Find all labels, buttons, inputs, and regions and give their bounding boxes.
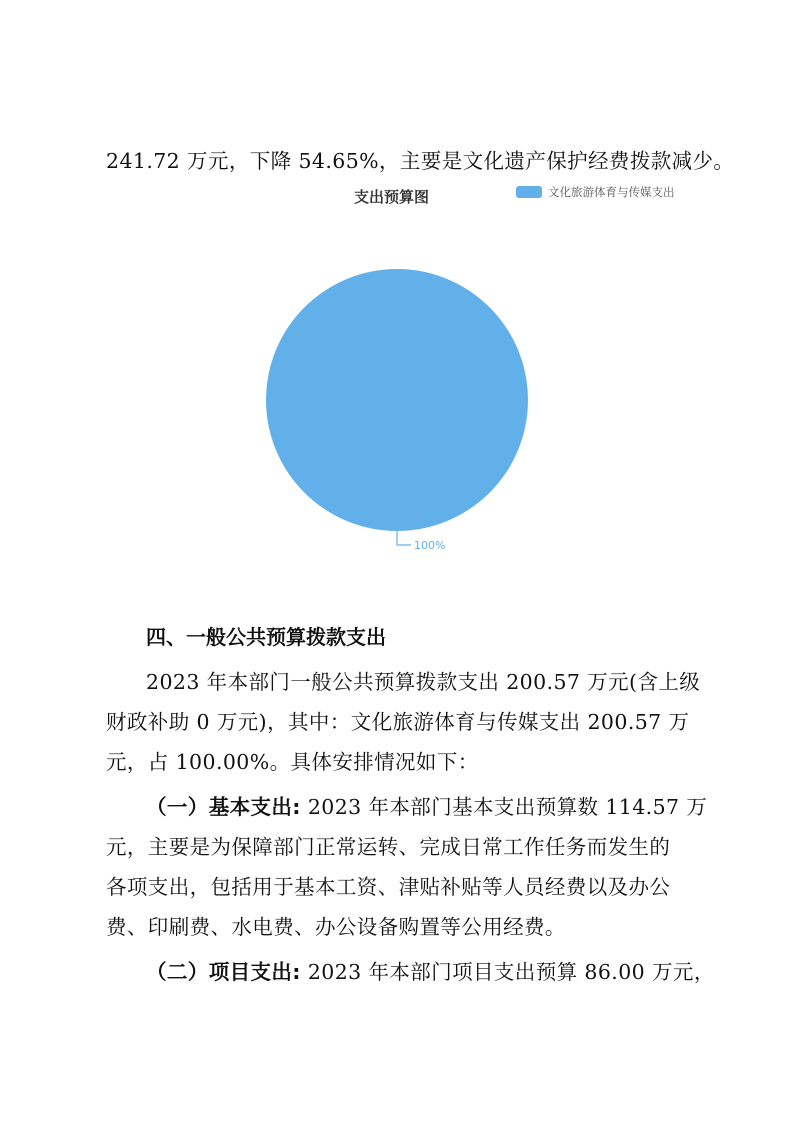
basic-label: （一）基本支出: bbox=[146, 795, 301, 819]
para1-line-1: 2023 年本部门一般公共预算拨款支出 200.57 万元(含上级 bbox=[146, 670, 701, 694]
project-line-1 bbox=[146, 957, 715, 987]
para1-line-3: 元，占 100.00%。具体安排情况如下： bbox=[106, 750, 479, 774]
section-heading: 四、一般公共预算拨款支出 bbox=[146, 625, 386, 649]
chart-title: 支出预算图 bbox=[354, 188, 430, 206]
intro-line: 241.72 万元，下降 54.65%，主要是文化遗产保护经费拨款减少。 bbox=[106, 149, 735, 173]
legend-label: 文化旅游体育与传媒支出 bbox=[548, 185, 675, 199]
basic-line-4: 费、印刷费、水电费、办公设备购置等公用经费。 bbox=[106, 915, 566, 939]
basic-line-1-rest: 2023 年本部门基本支出预算数 114.57 万 bbox=[300, 795, 708, 819]
basic-line-2: 元，主要是为保障部门正常运转、完成日常工作任务而发生的 bbox=[106, 835, 671, 859]
data-label: 100% bbox=[414, 539, 446, 552]
data-label-leader-line bbox=[397, 531, 411, 545]
basic-line-1 bbox=[146, 792, 708, 822]
project-line-1-rest: 2023 年本部门项目支出预算 86.00 万元， bbox=[300, 960, 715, 984]
pie-svg bbox=[250, 178, 700, 568]
para1-line-2: 财政补助 0 万元)，其中：文化旅游体育与传媒支出 200.57 万 bbox=[106, 710, 690, 734]
project-label: （二）项目支出: bbox=[146, 960, 301, 984]
basic-line-3: 各项支出，包括用于基本工资、津贴补贴等人员经费以及办公 bbox=[106, 875, 671, 899]
pie-slice[interactable] bbox=[266, 269, 528, 531]
budget-pie-chart bbox=[250, 178, 700, 568]
